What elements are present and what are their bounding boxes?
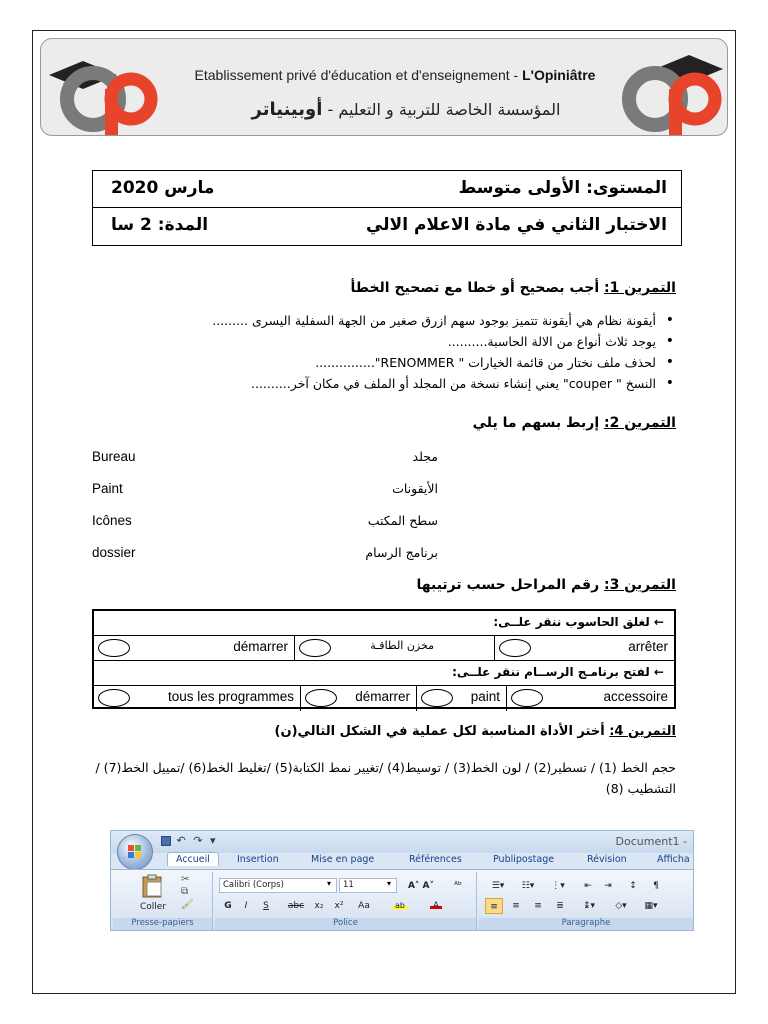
duration-text: المدة: 2 سا (111, 215, 209, 235)
list-item: • أيقونة نظام هي أيقونة تتميز بوجود سهم ازرق صغير من الجهة السفلية اليسرى ......... (86, 310, 676, 331)
font-name-select[interactable]: Calibri (Corps) (219, 878, 337, 893)
tab-mise-en-page[interactable]: Mise en page (311, 854, 375, 865)
superscript-button[interactable]: x² (334, 901, 344, 911)
match-right-item: سطح المكتب (367, 513, 438, 528)
option-cell: paint (416, 686, 506, 711)
numbering-button[interactable]: ☷▾ (521, 881, 535, 891)
tab-revision[interactable]: Révision (587, 854, 627, 865)
chevron-down-icon[interactable]: ▾ (327, 879, 332, 888)
match-left-item: Icônes (92, 513, 132, 528)
increase-indent-button[interactable]: ⇥ (604, 881, 612, 891)
bold-button[interactable]: G (224, 901, 232, 911)
subscript-button[interactable]: x₂ (314, 901, 324, 911)
info-row-level (93, 171, 681, 208)
font-group (215, 872, 477, 930)
paragraph-group-label: Paragraphe (479, 918, 693, 930)
font-color-icon: A (430, 898, 442, 909)
exercise-1-list (86, 310, 676, 394)
strikethrough-button[interactable]: abc (287, 901, 305, 911)
font-group-label: Police (215, 918, 476, 930)
list-item: • لحذف ملف نختار من قائمة الخيارات " RENOMMER"............... (86, 352, 676, 373)
center-button[interactable]: ≡ (512, 901, 520, 911)
answer-oval[interactable] (98, 689, 130, 707)
match-left-item: dossier (92, 545, 136, 560)
answer-oval[interactable] (299, 639, 331, 657)
info-row-exam (93, 208, 681, 245)
sort-button[interactable]: ↕ (629, 881, 637, 891)
customize-icon[interactable]: ▾ (209, 834, 218, 847)
paste-button[interactable] (133, 874, 173, 914)
school-logo-right (605, 39, 725, 136)
highlighter-icon: ab (392, 898, 408, 909)
office-button[interactable] (117, 834, 153, 870)
save-icon[interactable] (161, 836, 171, 846)
list-item: • يوجد ثلاث أنواع من الالة الحاسبة.......... (86, 331, 676, 352)
ribbon-groups (111, 869, 693, 931)
show-marks-button[interactable]: ¶ (653, 881, 659, 891)
highlight-button[interactable] (385, 898, 415, 914)
word-ribbon-image (110, 830, 694, 931)
option-cell: accessoire (506, 686, 674, 711)
tab-insertion[interactable]: Insertion (237, 854, 279, 865)
change-case-button[interactable]: Aa (358, 901, 370, 911)
borders-button[interactable]: ▦▾ (644, 901, 658, 911)
option-cell: démarrer (94, 636, 294, 661)
redo-icon[interactable]: ↷ (193, 834, 205, 847)
ordering-question-row: ← لفتح برنامـج الرســام ننقر علــى: (94, 661, 674, 686)
clipboard-group-label: Presse-papiers (113, 918, 212, 930)
underline-button[interactable]: S (263, 901, 269, 911)
shading-button[interactable]: ◇▾ (615, 901, 627, 911)
match-right-item: مجلد (412, 449, 438, 464)
italic-button[interactable]: I (244, 901, 248, 911)
tab-references[interactable]: Références (409, 854, 462, 865)
justify-button[interactable]: ≣ (556, 901, 564, 911)
font-size-select[interactable]: 11 (339, 878, 397, 893)
chevron-down-icon[interactable]: ▾ (387, 879, 392, 888)
level-text: المستوى: الأولى متوسط (458, 178, 667, 198)
tab-publipostage[interactable]: Publipostage (493, 854, 555, 865)
match-right-item: الأيقونات (392, 481, 438, 496)
copy-icon[interactable]: ⧉ (181, 886, 189, 897)
ribbon-tabs (157, 853, 694, 869)
exercise-4-text: حجم الخط (1) / تسطير(2) / لون الخط(3) / توسيط(4) /تغيير نمط الكتابة(5) /تغليط الخط(6) /تمييل الخط(7) /التشطيب (8) (95, 760, 676, 796)
exercise-1-title: التمرين 1: أجب بصحيح أو خطا مع تصحيح الخطأ (350, 280, 676, 296)
document-title: Document1 - (615, 835, 687, 848)
option-cell: arrêter (494, 636, 674, 661)
answer-oval[interactable] (98, 639, 130, 657)
grow-shrink-font-buttons[interactable]: A˄ A˅ (407, 881, 435, 891)
school-logo-left (43, 39, 163, 136)
paste-label: Coller (139, 902, 167, 912)
answer-oval[interactable] (421, 689, 453, 707)
date-text: مارس 2020 (111, 178, 215, 198)
multilevel-list-button[interactable]: ⋮▾ (551, 881, 565, 891)
ordering-options-row (94, 636, 674, 661)
exercise-4-title: التمرين 4: أختر الأداة المناسبة لكل عملية في الشكل التالي(ن) (274, 724, 676, 739)
align-right-button[interactable]: ≡ (534, 901, 542, 911)
exercise-3-title: التمرين 3: رقم المراحل حسب ترتيبها (416, 577, 676, 593)
clipboard-group (113, 872, 213, 930)
ordering-question-row: ← لغلق الحاسوب ننقر علــى: (94, 611, 674, 636)
school-header-banner (40, 38, 728, 136)
line-spacing-button[interactable]: ↨▾ (582, 901, 596, 911)
option-cell: مخزن الطاقـة (294, 636, 494, 661)
align-left-button[interactable]: ≡ (485, 898, 503, 914)
answer-oval[interactable] (305, 689, 337, 707)
quick-access-toolbar (161, 834, 217, 847)
match-right-item: برنامج الرسام (365, 545, 438, 560)
exam-title: الاختبار الثاني في مادة الاعلام الالي (365, 215, 667, 235)
format-painter-icon[interactable]: 🖌 (181, 899, 194, 910)
option-cell: démarrer (300, 686, 416, 711)
font-color-button[interactable] (421, 898, 451, 914)
header-arabic-line: المؤسسة الخاصة للتربية و التعليم - أوبينياتر (251, 99, 561, 120)
answer-oval[interactable] (511, 689, 543, 707)
header-french-line: Etablissement privé d'éducation et d'enseignement - L'Opiniâtre (194, 67, 596, 83)
decrease-indent-button[interactable]: ⇤ (584, 881, 592, 891)
exercise-2-title: التمرين 2: إربط بسهم ما يلي (472, 415, 676, 431)
ordering-table (92, 609, 676, 709)
exam-info-box (92, 170, 682, 246)
undo-icon[interactable]: ↶ (176, 834, 188, 847)
match-left-item: Bureau (92, 449, 136, 464)
clipboard-icon (139, 874, 167, 898)
ordering-options-row (94, 686, 674, 711)
tab-accueil[interactable]: Accueil (167, 852, 219, 866)
ribbon-title-bar (111, 831, 693, 853)
tab-affichage[interactable]: Afficha (657, 854, 690, 865)
option-cell: tous les programmes (94, 686, 300, 711)
match-left-item: Paint (92, 481, 123, 496)
paragraph-group (479, 872, 693, 930)
list-item: • النسخ " couper" يعني إنشاء نسخة من المجلد أو الملف في مكان آخر.......... (86, 373, 676, 394)
cut-icon[interactable]: ✂ (181, 874, 190, 885)
bullets-button[interactable]: ☰▾ (491, 881, 505, 891)
answer-oval[interactable] (499, 639, 531, 657)
clear-format-button[interactable]: ᴬᵇ (454, 881, 462, 891)
